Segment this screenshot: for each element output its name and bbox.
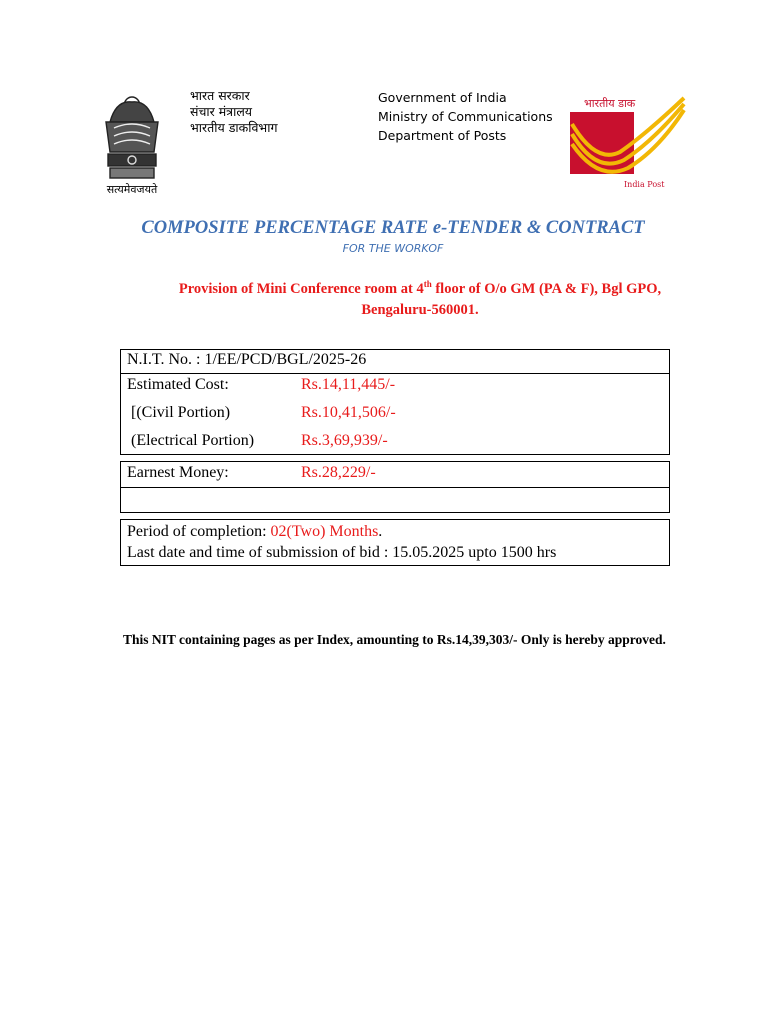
electrical-portion-value: Rs.3,69,939/- [301,432,388,449]
work-description-part-b: floor of O/o GM (PA & F), Bgl GPO, [431,280,662,297]
nit-number: N.I.T. No. : 1/EE/PCD/BGL/2025-26 [127,351,367,368]
english-line-2: Ministry of Communications [378,109,553,124]
estimated-cost-label: Estimated Cost: [127,376,229,393]
english-header [378,88,553,145]
approval-note: This NIT containing pages as per Index, amounting to Rs.14,39,303/- Only is hereby approved. [123,632,666,647]
work-description-line-1 [110,274,730,300]
hindi-line-3: भारतीय डाकविभाग [190,120,278,135]
earnest-divider [121,487,669,488]
civil-portion-label: [(Civil Portion) [131,404,231,421]
earnest-money-table [120,461,670,513]
document-subtitle: FOR THE WORKOF [342,242,444,255]
civil-portion-value: Rs.10,41,506/- [301,404,396,421]
nit-header-divider [121,373,669,374]
period-suffix: . [378,523,383,540]
completion-table [120,519,670,566]
last-date-submission: Last date and time of submission of bid : 15.05.2025 upto 1500 hrs [127,544,557,561]
logo-hindi-text: भारतीय डाक [584,97,636,110]
estimated-cost-value: Rs.14,11,445/- [301,376,396,393]
work-description-line-2: Bengaluru-560001. [361,301,479,318]
document-title: COMPOSITE PERCENTAGE RATE e-TENDER & CONTRACT [141,218,645,238]
logo-english-text: India Post [624,180,665,189]
english-line-1: Government of India [378,90,507,105]
ordinal-suffix: th [423,279,432,289]
hindi-line-2: संचार मंत्रालय [190,104,253,119]
work-description-part-a: Provision of Mini Conference room at 4 [178,280,424,297]
nit-cost-table [120,349,670,455]
national-emblem [96,92,168,200]
hindi-line-1: भारत सरकार [190,88,250,103]
earnest-money-value: Rs.28,229/- [301,464,376,481]
emblem-motto: सत्यमेवजयते [106,183,158,196]
india-post-logo [566,94,688,194]
period-value: 02(Two) Months [270,523,379,540]
work-description [110,274,730,321]
earnest-money-label: Earnest Money: [127,464,229,481]
electrical-portion-label: (Electrical Portion) [131,432,255,449]
period-label: Period of completion: [127,523,271,540]
english-line-3: Department of Posts [378,128,507,143]
period-of-completion [127,523,382,541]
hindi-header [190,88,278,136]
